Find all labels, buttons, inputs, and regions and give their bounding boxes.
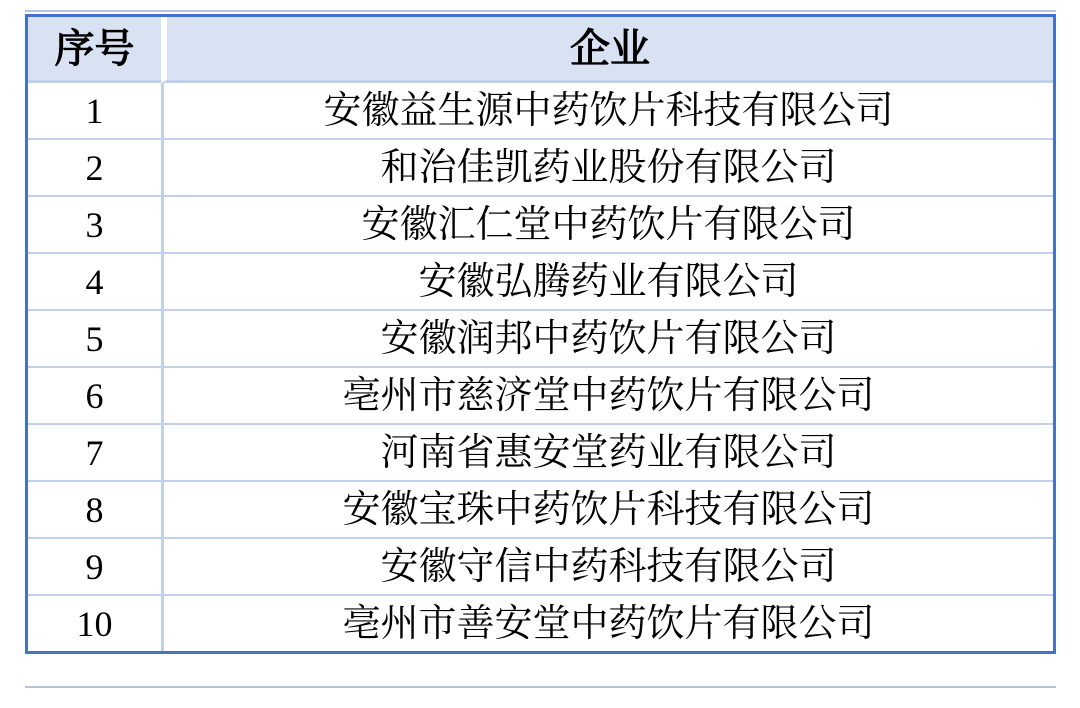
company-name-cell: 安徽宝珠中药饮片科技有限公司 (161, 482, 1053, 539)
row-index-cell: 3 (28, 197, 161, 254)
row-index-cell: 10 (28, 596, 161, 651)
row-index-cell: 2 (28, 140, 161, 197)
table-row (28, 539, 1053, 596)
company-name-cell: 安徽守信中药科技有限公司 (161, 539, 1053, 596)
company-name-cell: 安徽汇仁堂中药饮片有限公司 (161, 197, 1053, 254)
company-name-cell: 亳州市善安堂中药饮片有限公司 (161, 596, 1053, 651)
top-divider-line (25, 10, 1056, 12)
row-index-cell: 8 (28, 482, 161, 539)
row-index-cell: 5 (28, 311, 161, 368)
table-row (28, 140, 1053, 197)
row-index-cell: 6 (28, 368, 161, 425)
row-index-cell: 4 (28, 254, 161, 311)
table-row (28, 83, 1053, 140)
table-row (28, 197, 1053, 254)
company-table (25, 14, 1056, 654)
company-name-cell: 安徽润邦中药饮片有限公司 (161, 311, 1053, 368)
company-name-cell: 安徽弘腾药业有限公司 (161, 254, 1053, 311)
column-header-company: 企业 (161, 17, 1053, 83)
table-row (28, 254, 1053, 311)
table-row (28, 482, 1053, 539)
table-row (28, 368, 1053, 425)
table-row (28, 425, 1053, 482)
company-name-cell: 亳州市慈济堂中药饮片有限公司 (161, 368, 1053, 425)
row-index-cell: 9 (28, 539, 161, 596)
table-header-row (28, 17, 1053, 83)
table-row (28, 311, 1053, 368)
row-index-cell: 1 (28, 83, 161, 140)
company-name-cell: 和治佳凯药业股份有限公司 (161, 140, 1053, 197)
company-name-cell: 安徽益生源中药饮片科技有限公司 (161, 83, 1053, 140)
table-row (28, 596, 1053, 651)
company-name-cell: 河南省惠安堂药业有限公司 (161, 425, 1053, 482)
column-header-index: 序号 (28, 17, 161, 83)
bottom-divider-line (25, 686, 1056, 688)
row-index-cell: 7 (28, 425, 161, 482)
